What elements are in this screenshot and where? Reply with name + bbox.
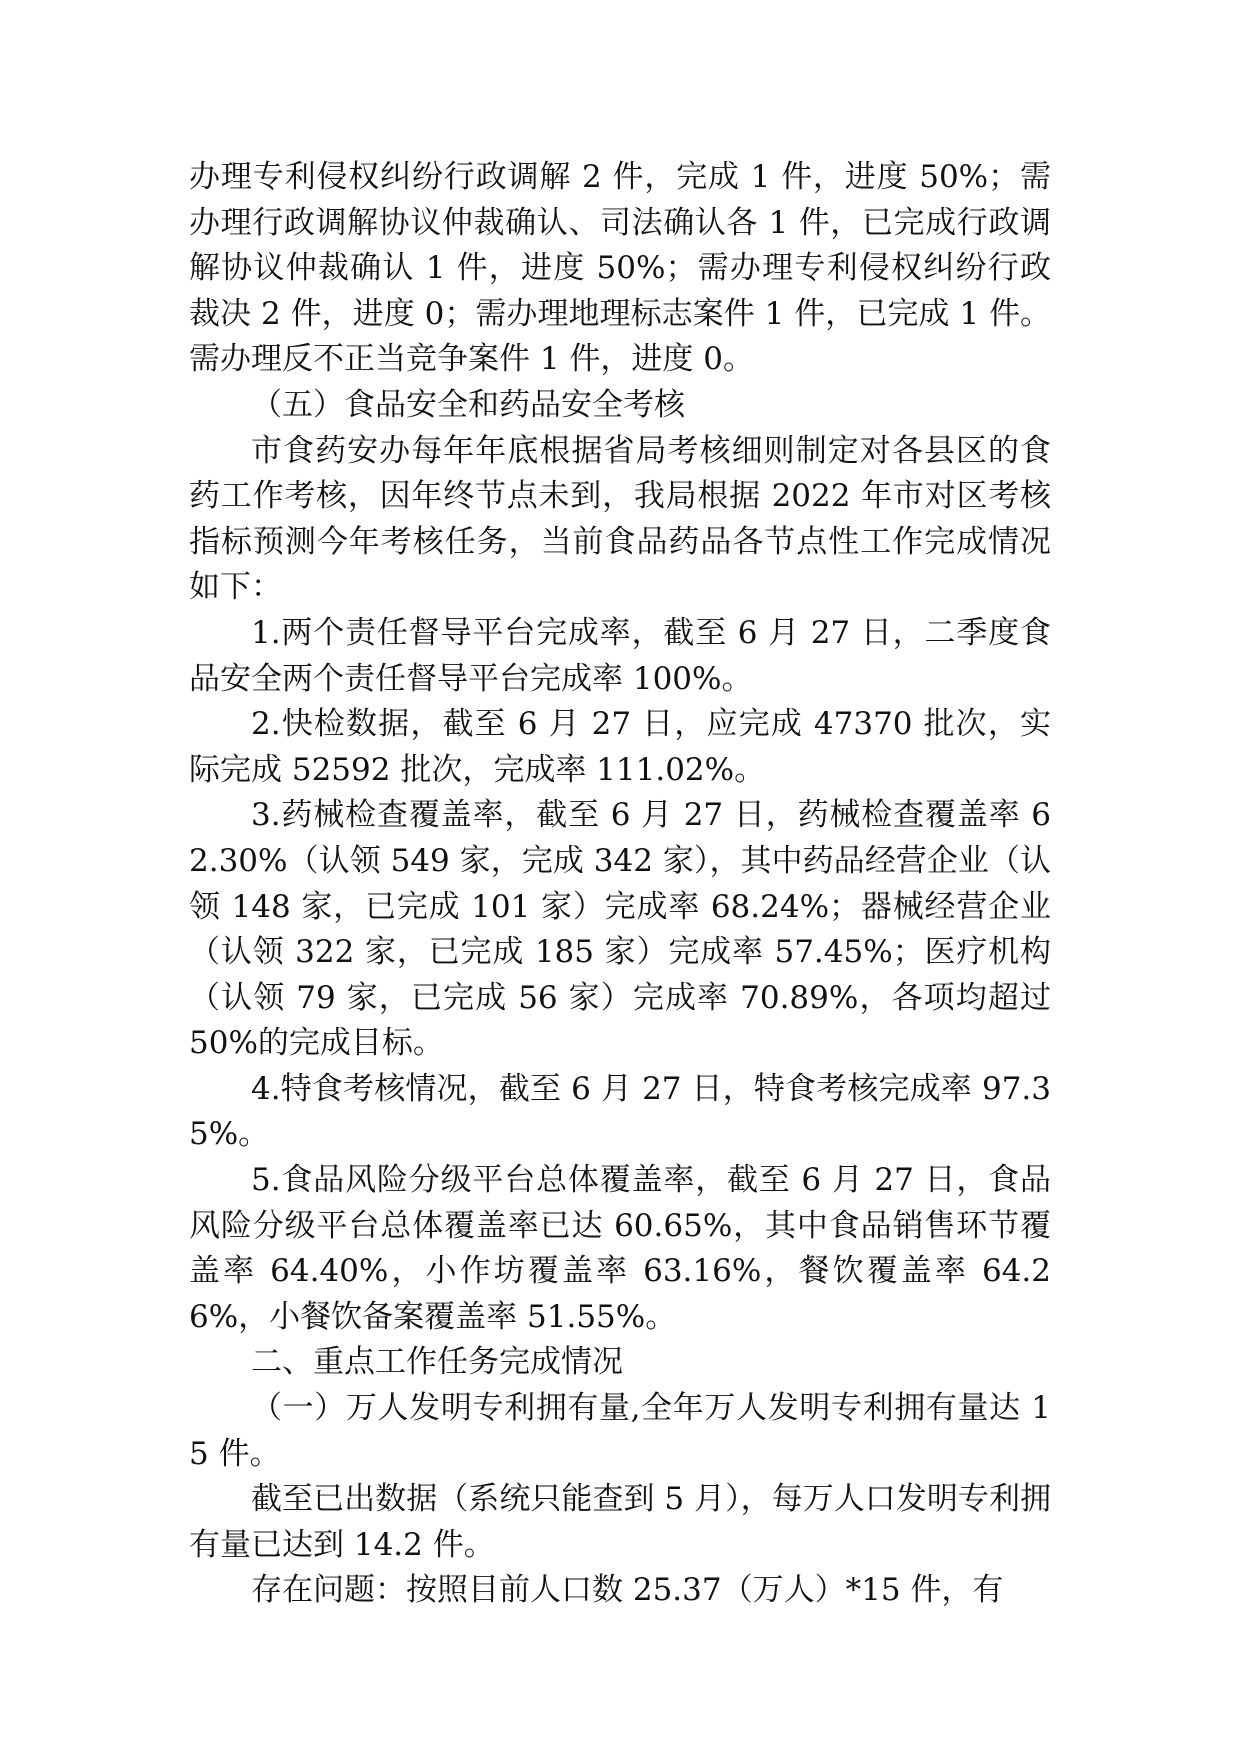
list-item-risk-grading: 5.食品风险分级平台总体覆盖率，截至 6 月 27 日，食品风险分级平台总体覆盖率已达 60.65%，其中食品销售环节覆盖率 64.40%，小作坊覆盖率 63.16%，餐饮覆盖率 64.26%，小餐饮备案覆盖率 51.55%。 xyxy=(189,1162,1051,1335)
subsection-heading-patent-ownership: （一）万人发明专利拥有量,全年万人发明专利拥有量达 15 件。 xyxy=(189,1390,1051,1472)
section-heading-food-drug-assessment: （五）食品安全和药品安全考核 xyxy=(251,386,685,423)
list-item-drug-device-inspection: 3.药械检查覆盖率，截至 6 月 27 日，药械检查覆盖率 62.30%（认领 549 家，完成 342 家），其中药品经营企业（认领 148 家，已完成 101 家）完成率 68.24%；器械经营企业（认领 322 家，已完成 185 家）完成率 57.45%；医疗机构（认领 79 家，已完成 56 家）完成率 70.89%，各项均超过 50%的完成目标。 xyxy=(189,797,1051,1062)
paragraph-patent-mediation: 办理专利侵权纠纷行政调解 2 件，完成 1 件，进度 50%；需办理行政调解协议仲裁确认、司法确认各 1 件，已完成行政调解协议仲裁确认 1 件，进度 50%；需办理专利侵权纠纷行政裁决 2 件，进度 0；需办理地理标志案件 1 件，已完成 1 件。需办理反不正当竞争案件 1 件，进度 0。 xyxy=(189,159,1051,378)
paragraph-patent-data: 截至已出数据（系统只能查到 5 月），每万人口发明专利拥有量已达到 14.2 件。 xyxy=(189,1481,1051,1563)
list-item-quick-test: 2.快检数据，截至 6 月 27 日，应完成 47370 批次，实际完成 52592 批次，完成率 111.02%。 xyxy=(189,706,1051,788)
list-item-supervision-platform: 1.两个责任督导平台完成率，截至 6 月 27 日，二季度食品安全两个责任督导平台完成率 100%。 xyxy=(189,614,1051,697)
section-heading-key-tasks: 二、重点工作任务完成情况 xyxy=(251,1344,623,1381)
document-body xyxy=(189,155,1051,1614)
paragraph-assessment-intro: 市食药安办每年年底根据省局考核细则制定对各县区的食药工作考核，因年终节点未到，我局根据 2022 年市对区考核指标预测今年考核任务，当前食品药品各节点性工作完成情况如下： xyxy=(189,432,1051,606)
paragraph-existing-problems: 存在问题：按照目前人口数 25.37（万人）*15 件，有 xyxy=(251,1572,1004,1609)
list-item-special-food: 4.特食考核情况，截至 6 月 27 日，特食考核完成率 97.35%。 xyxy=(189,1070,1051,1153)
